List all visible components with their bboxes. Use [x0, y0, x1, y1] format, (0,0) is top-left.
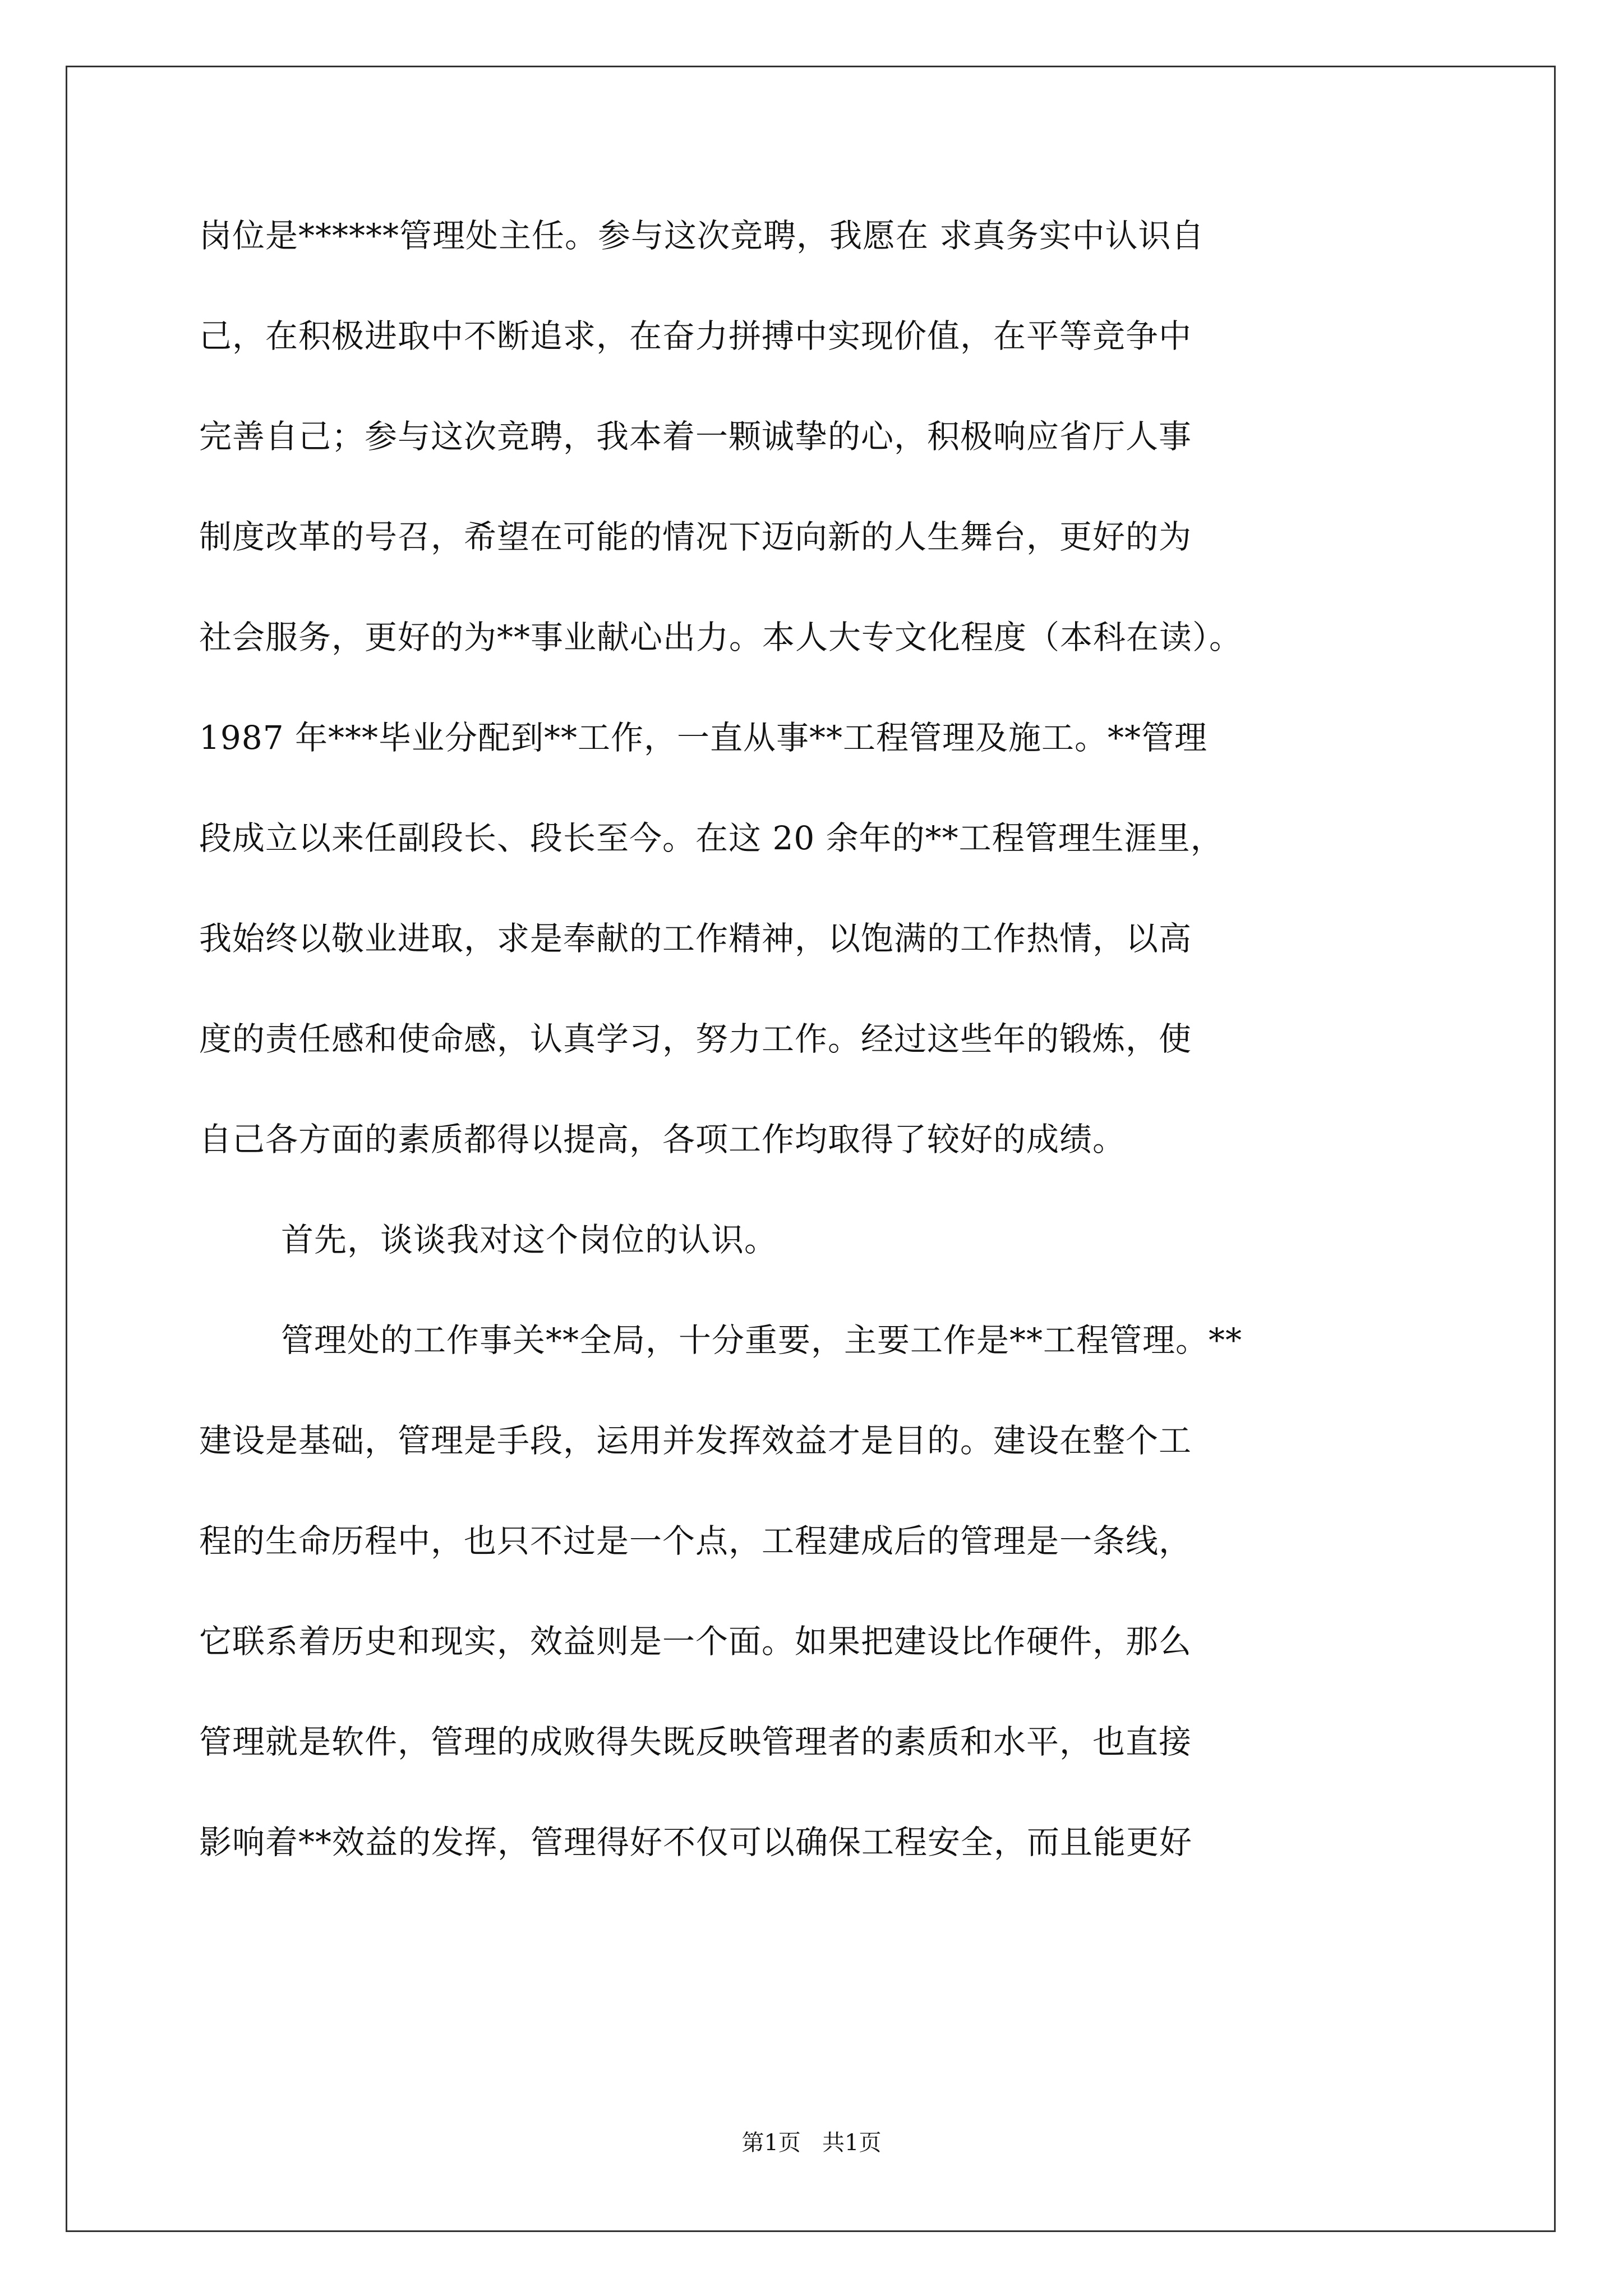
document-body: [199, 216, 1455, 1923]
text-line: 制度改革的号召，希望在可能的情况下迈向新的人生舞台，更好的为: [199, 518, 1192, 556]
text-line: 完善自己；参与这次竞聘，我本着一颗诚挚的心，积极响应省厅人事: [199, 417, 1192, 455]
text-line: 程的生命历程中，也只不过是一个点，工程建成后的管理是一条线，: [199, 1522, 1192, 1560]
text-line: 它联系着历史和现实，效益则是一个面。如果把建设比作硬件，那么: [199, 1622, 1192, 1660]
text-line: 己，在积极进取中不断追求，在奋力拼搏中实现价值，在平等竞争中: [199, 317, 1192, 355]
text-line: 1987 年***毕业分配到**工作，一直从事**工程管理及施工。**管理: [199, 719, 1208, 757]
text-line: 岗位是******管理处主任。参与这次竞聘，我愿在 求真务实中认识自: [199, 217, 1205, 255]
text-line: 首先，谈谈我对这个岗位的认识。: [281, 1221, 778, 1259]
text-line: 社会服务，更好的为**事业献心出力。本人大专文化程度（本科在读）。: [199, 618, 1243, 656]
text-line: 管理处的工作事关**全局，十分重要，主要工作是**工程管理。**: [281, 1321, 1243, 1359]
text-line: 自己各方面的素质都得以提高，各项工作均取得了较好的成绩。: [199, 1120, 1126, 1158]
text-line: 影响着**效益的发挥，管理得好不仅可以确保工程安全，而且能更好: [199, 1823, 1193, 1861]
text-line: 段成立以来任副段长、段长至今。在这 20 余年的**工程管理生涯里，: [199, 819, 1224, 857]
text-line: 管理就是软件，管理的成败得失既反映管理者的素质和水平，也直接: [199, 1723, 1192, 1761]
text-line: 度的责任感和使命感，认真学习，努力工作。经过这些年的锻炼，使: [199, 1020, 1192, 1058]
text-line: 建设是基础，管理是手段，运用并发挥效益才是目的。建设在整个工: [199, 1421, 1192, 1460]
text-line: 我始终以敬业进取，求是奉献的工作精神，以饱满的工作热情，以高: [199, 919, 1192, 958]
page-footer: 第1页 共1页: [741, 2130, 882, 2156]
